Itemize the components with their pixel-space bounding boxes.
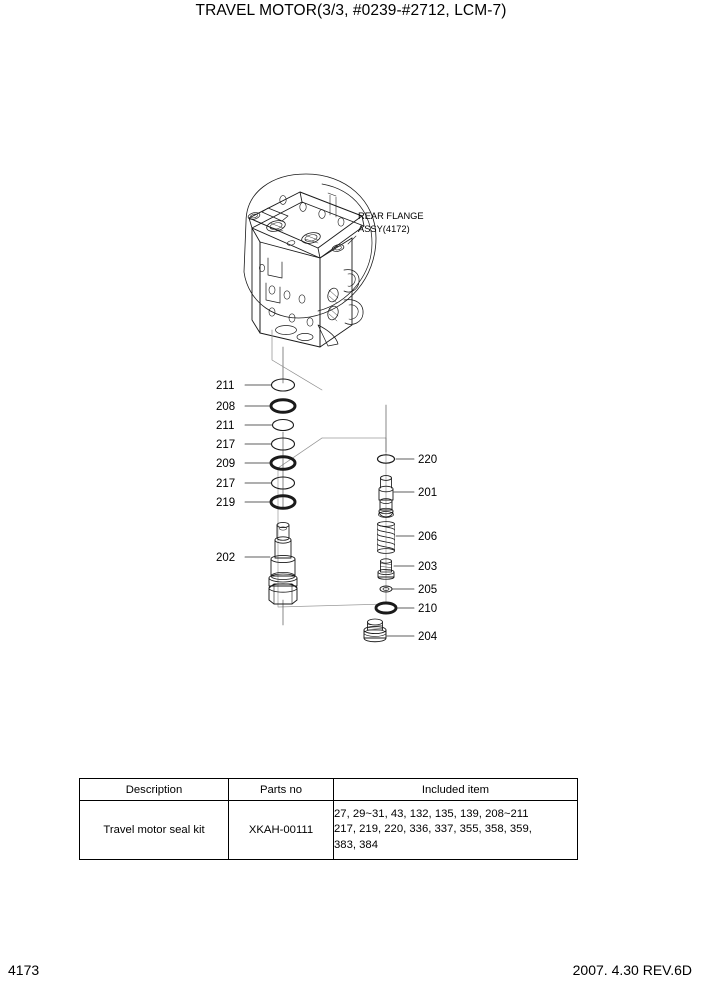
callout-label-208: 208 — [216, 401, 236, 413]
cell-included-item — [334, 801, 578, 860]
table-header-included-item: Included item — [334, 779, 578, 801]
part-spool-valve-202 — [269, 522, 297, 604]
part-o-ring-208 — [271, 400, 295, 413]
part-flanged-plug-204 — [364, 619, 386, 642]
callout-label-220: 220 — [418, 454, 438, 466]
callout-labels — [216, 211, 438, 643]
page-title: TRAVEL MOTOR(3/3, #0239-#2712, LCM-7) — [195, 2, 507, 19]
callout-label-210: 210 — [418, 603, 438, 615]
leader-lines — [245, 385, 414, 636]
part-o-ring-210 — [376, 603, 396, 613]
seal-kit-table — [79, 778, 578, 860]
table-row — [80, 801, 578, 860]
seal-kit-table-wrap — [79, 778, 574, 860]
callout-label-219: 219 — [216, 497, 236, 509]
callout-label-202: 202 — [216, 552, 236, 564]
page-number: 4173 — [8, 962, 40, 978]
callout-label-209: 209 — [216, 458, 236, 470]
rear-flange-note-line2: ASSY(4172) — [358, 224, 410, 234]
callout-label-217-a: 217 — [216, 439, 236, 451]
revision-date: 2007. 4.30 REV.6D — [572, 962, 692, 978]
part-o-ring-211-b — [273, 420, 294, 431]
table-header-row — [80, 779, 578, 801]
table-header-description: Description — [80, 779, 229, 801]
rear-flange-assembly-drawing — [244, 174, 376, 347]
included-item-line-1: 27, 29~31, 43, 132, 135, 139, 208~211 — [334, 807, 529, 820]
right-parts-column — [364, 455, 396, 642]
cell-description: Travel motor seal kit — [80, 801, 229, 860]
cell-parts-no: XKAH-00111 — [229, 801, 334, 860]
callout-label-217-b: 217 — [216, 478, 236, 490]
callout-label-205: 205 — [418, 584, 438, 596]
included-item-line-3: 383, 384 — [334, 838, 378, 851]
callout-label-211-b: 211 — [216, 420, 235, 432]
rear-flange-note-line1: REAR FLANGE — [358, 211, 424, 221]
callout-label-206: 206 — [418, 531, 438, 543]
table-header-parts-no: Parts no — [229, 779, 334, 801]
callout-label-211-a: 211 — [216, 380, 235, 392]
callout-label-204: 204 — [418, 631, 438, 643]
included-item-line-2: 217, 219, 220, 336, 337, 355, 358, 359, — [334, 823, 532, 836]
callout-label-201: 201 — [418, 487, 438, 499]
callout-label-203: 203 — [418, 561, 438, 573]
